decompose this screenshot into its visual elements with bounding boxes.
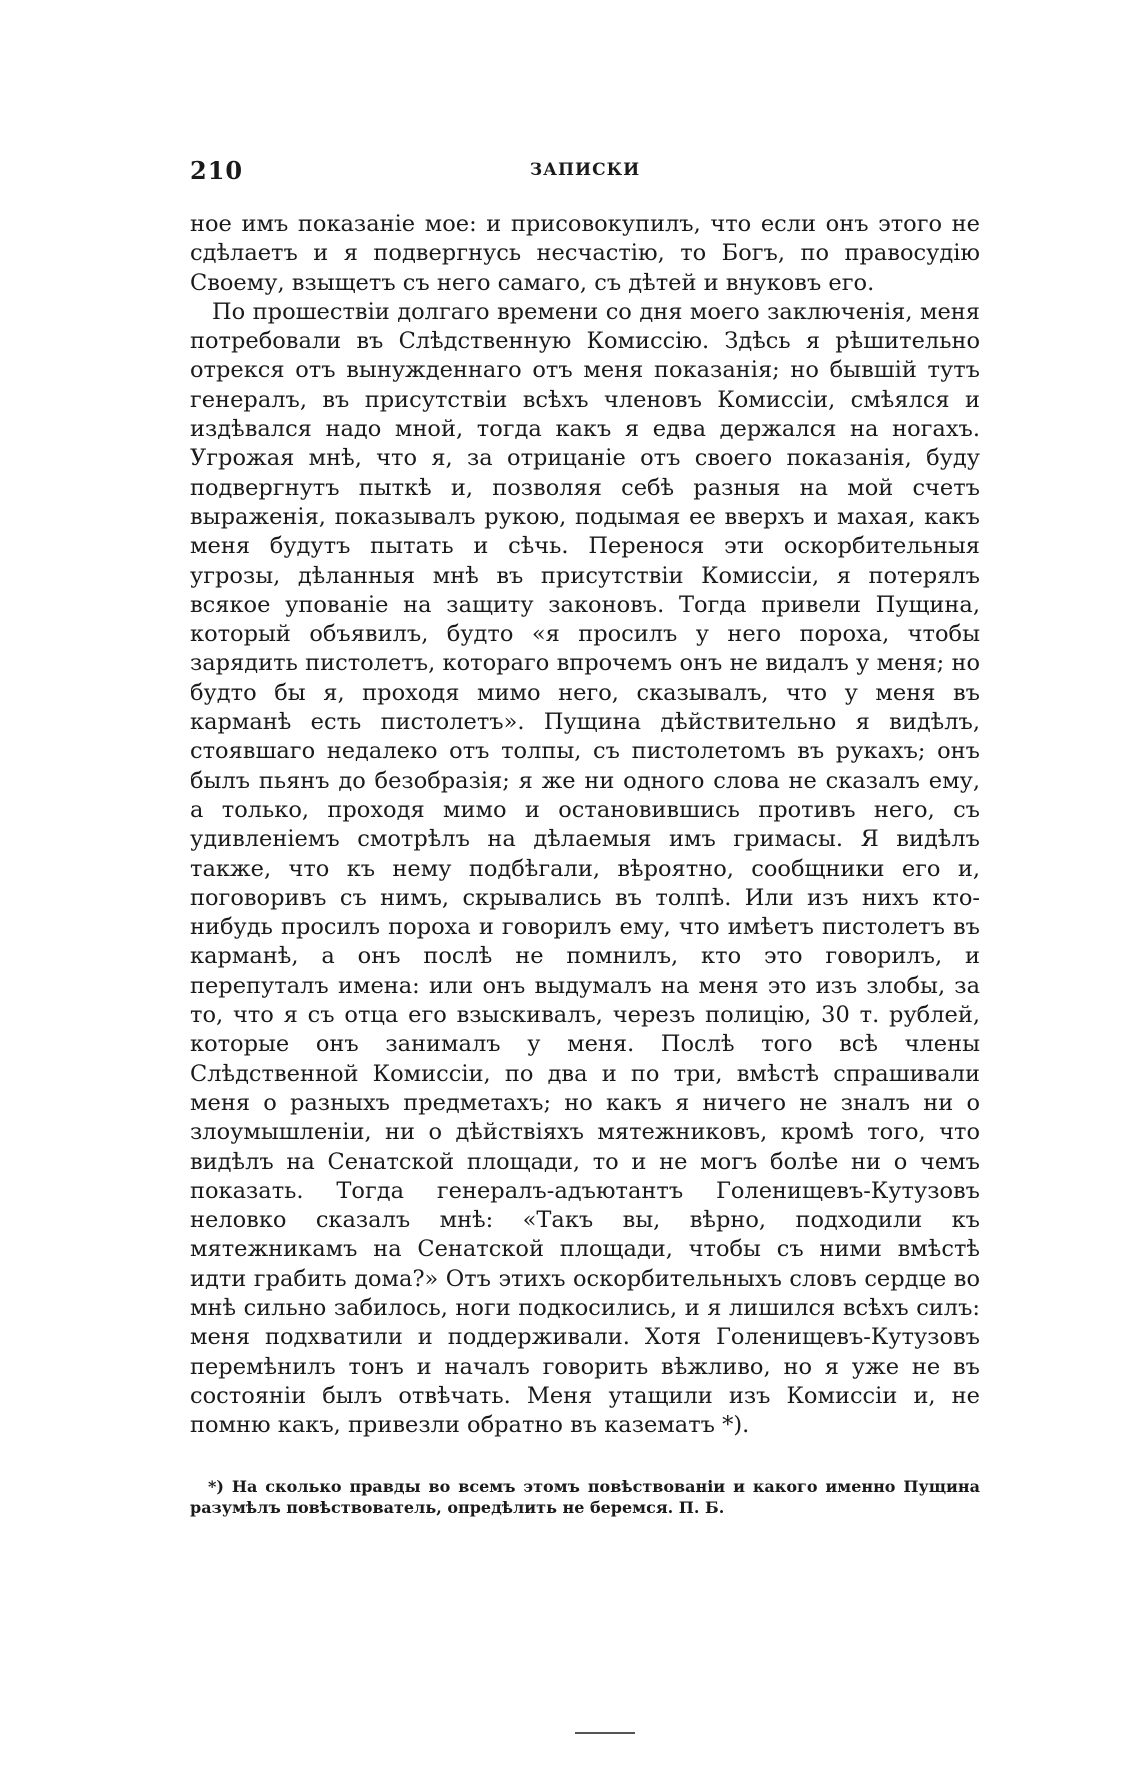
paragraph: ное имъ показаніе мое: и присовокупилъ, что если онъ этого не сдѣлаетъ и я подвергнусь несчастію, то Богъ, по правосудію Своему, взыщетъ съ него самаго, съ дѣтей и внуковъ его.: [190, 211, 980, 296]
page-header: [190, 150, 980, 190]
paragraph: По прошествіи долгаго времени со дня моего заключенія, меня потребовали въ Слѣдственную Комиссію. Здѣсь я рѣшительно отрекся отъ вынужденнаго отъ меня показанія; но бывшій тутъ генералъ, въ присутствіи всѣхъ членовъ Комиссіи, смѣялся и издѣвался надо мной, тогда какъ я едва держался на ногахъ. Угрожая мнѣ, что я, за отрицаніе отъ своего показанія, буду подвергнутъ пыткѣ и, позволяя себѣ разныя на мой счетъ выраженія, показывалъ рукою, подымая ее вверхъ и махая, какъ меня будутъ пытать и сѣчь. Перенося эти оскорбительныя угрозы, дѣланныя мнѣ въ присутствіи Комиссіи, я потерялъ всякое упованіе на защиту законовъ. Тогда привели Пущина, который объявилъ, будто «я просилъ у него пороха, чтобы зарядить пистолетъ, котораго впрочемъ онъ не видалъ у меня; но будто бы я, проходя мимо него, сказывалъ, что у меня въ карманѣ есть пистолетъ». Пущина дѣйствительно я видѣлъ, стоявшаго недалеко отъ толпы, съ пистолетомъ въ рукахъ; онъ былъ пьянъ до безобразія; я же ни одного слова не сказалъ ему, а только, проходя мимо и остановившись противъ него, съ удивленіемъ смотрѣлъ на дѣлаемыя имъ гримасы. Я видѣлъ также, что къ нему подбѣгали, вѣроятно, сообщники его и, поговоривъ съ нимъ, скрывались въ толпѣ. Или изъ нихъ кто-нибудь просилъ пороха и говорилъ ему, что имѣетъ пистолетъ въ карманѣ, а онъ послѣ не помнилъ, кто это говорилъ, и перепуталъ имена: или онъ выдумалъ на меня это изъ злобы, за то, что я съ отца его взыскивалъ, черезъ полицію, 30 т. рублей, которые онъ занималъ у меня. Послѣ того всѣ члены Слѣдственной Комиссіи, по два и по три, вмѣстѣ спрашивали меня о разныхъ предметахъ; но какъ я ничего не зналъ ни о злоумышленіи, ни о дѣйствіяхъ мятежниковъ, кромѣ того, что видѣлъ на Сенатской площади, то и не могъ болѣе ни о чемъ показать. Тогда генералъ-адъютантъ Голенищевъ-Кутузовъ неловко сказалъ мнѣ: «Такъ вы, вѣрно, подходили къ мятежникамъ на Сенатской площади, чтобы съ ними вмѣстѣ идти грабить дома?» Отъ этихъ оскорбительныхъ словъ сердце во мнѣ сильно забилось, ноги подкосились, и я лишился всѣхъ силъ: меня подхватили и поддерживали. Хотя Голенищевъ-Кутузовъ перемѣнилъ тонъ и началъ говорить вѣжливо, но я уже не въ состояніи былъ отвѣчать. Меня утащили изъ Комиссіи и, не помню какъ, привезли обратно въ казематъ *).: [190, 298, 980, 1439]
bottom-rule: [575, 1732, 635, 1734]
running-title: ЗАПИСКИ: [529, 160, 641, 180]
footnote: [190, 1476, 980, 1518]
page-number: 210: [190, 156, 244, 185]
footnote-text: *) На сколько правды во всемъ этомъ повѣствованіи и какого именно Пущина разумѣлъ повѣствователь, опредѣлить не беремся. П. Б.: [190, 1477, 980, 1517]
main-text: [190, 210, 980, 1440]
